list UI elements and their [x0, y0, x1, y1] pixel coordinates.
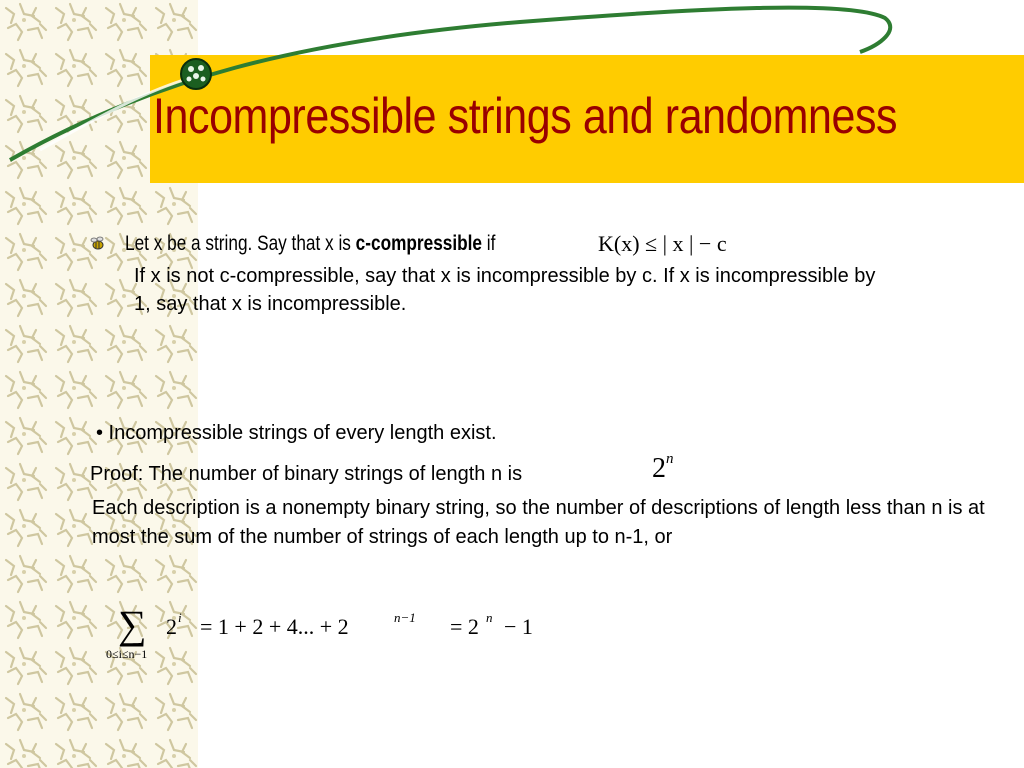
compressibility-formula: K(x) ≤ | x | − c: [598, 231, 727, 256]
bullet-1-term: c-compressible: [355, 232, 483, 255]
svg-text:2: 2: [166, 614, 177, 639]
sum-expression: = 1 + 2 + 4... + 2: [200, 614, 349, 639]
sum-formula: [104, 602, 584, 662]
exp-n-minus-1: n−1: [394, 610, 416, 625]
svg-text:− 1: − 1: [504, 614, 533, 639]
bullet-1-text: [125, 230, 495, 258]
proof-text: Proof: The number of binary strings of length n is: [90, 463, 523, 485]
two-to-n-base: 2: [652, 453, 666, 484]
bullet-1-prefix: Let x be a string. Say that x is: [125, 232, 356, 255]
two-to-n-exponent: n: [666, 451, 674, 467]
orb-icon: [181, 59, 211, 89]
paragraph-definition: If x is not c-compressible, say that x is incompressible by c. If x is incompressible by 1, say that x is incompressible.: [134, 265, 876, 315]
sum-symbol: ∑: [118, 602, 147, 647]
exp-n: n: [486, 610, 493, 625]
sum-index: 0≤i≤n−1: [106, 647, 148, 661]
bullet-2-text: • Incompressible strings of every length exist.: [96, 422, 497, 444]
bee-bullet-icon: [88, 234, 106, 252]
paragraph-descriptions: Each description is a nonempty binary string, so the number of descriptions of length less than n is at most the sum of the number of strings of each length up to n-1, or: [92, 497, 985, 548]
two-to-n-formula: [652, 451, 674, 485]
svg-text:= 2: = 2: [450, 614, 479, 639]
exp-i: i: [178, 610, 182, 625]
slide-title: Incompressible strings and randomness: [153, 88, 898, 144]
bullet-1-suffix: if: [482, 232, 496, 255]
